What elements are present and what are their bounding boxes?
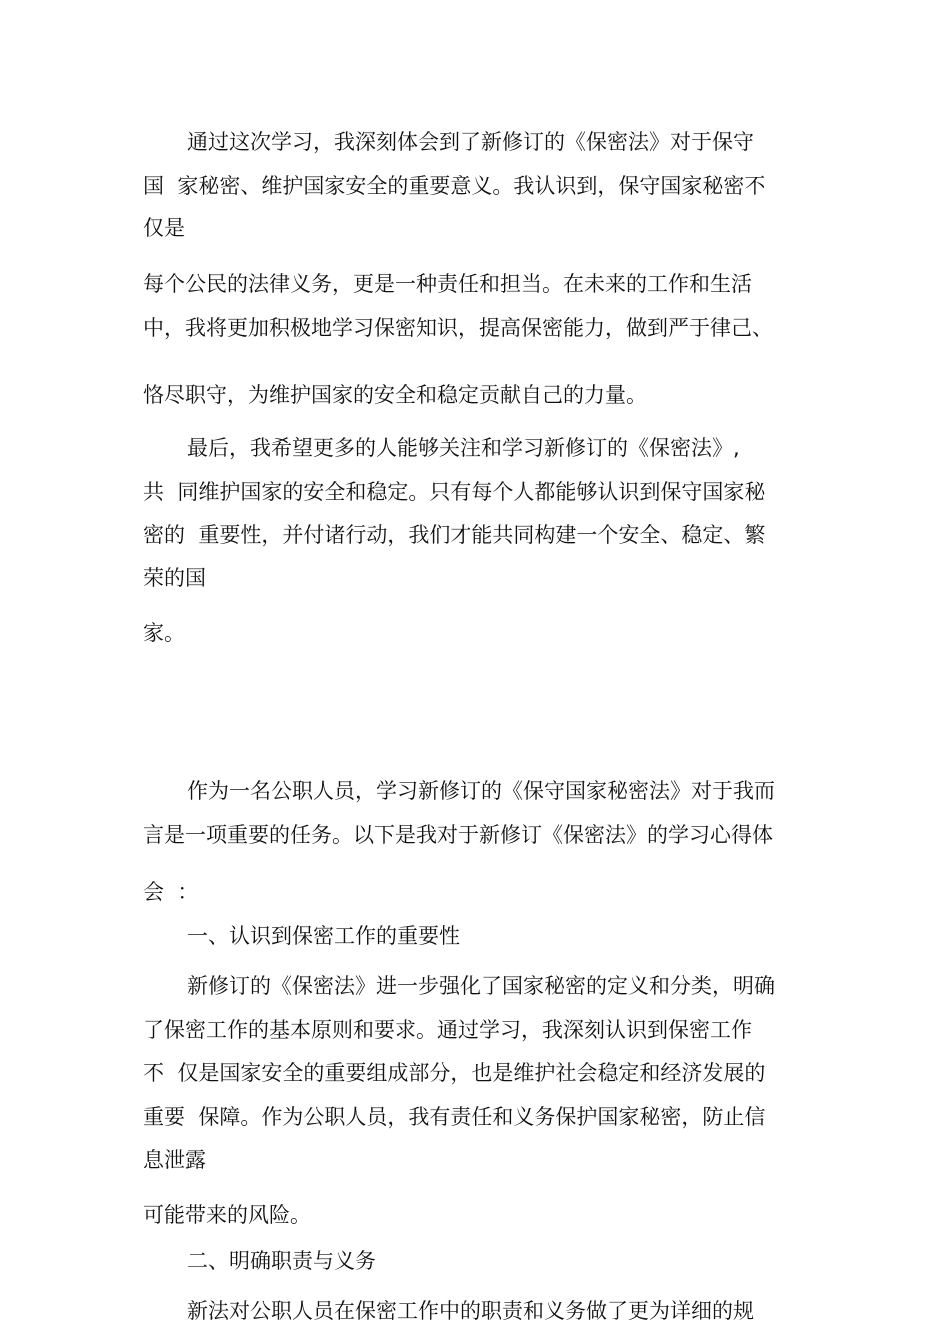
paragraph-4-line-6: 可能带来的风险。: [143, 1203, 311, 1227]
paragraph-4-line-2: 了保密工作的基本原则和要求。通过学习，我深刻认识到保密工作: [143, 1018, 752, 1042]
paragraph-1-line-1: 通过这次学习，我深刻体会到了新修订的《保密法》对于保守: [187, 130, 754, 154]
paragraph-1-line-5: 中，我将更加积极地学习保密知识，提高保密能力，做到严于律己、: [143, 316, 773, 340]
paragraph-1-line-2: 国 家秘密、维护国家安全的重要意义。我认识到，保守国家秘密不: [143, 174, 766, 198]
paragraph-4-line-3: 不 仅是国家安全的重要组成部分，也是维护社会稳定和经济发展的: [143, 1061, 766, 1085]
paragraph-1-line-4: 每个公民的法律义务，更是一种责任和担当。在未来的工作和生活: [143, 272, 752, 296]
section-heading-1: 一、认识到保密工作的重要性: [187, 924, 460, 948]
paragraph-2-line-3: 密的 重要性，并付诸行动，我们才能共同构建一个安全、稳定、繁: [143, 523, 766, 547]
paragraph-4-line-1: 新修订的《保密法》进一步强化了国家秘密的定义和分类，明确: [187, 974, 775, 998]
paragraph-1-line-6: 恪尽职守，为维护国家的安全和稳定贡献自己的力量。: [143, 383, 647, 407]
paragraph-3-line-1: 作为一名公职人员，学习新修订的《保守国家秘密法》对于我而: [187, 779, 775, 803]
paragraph-2-line-2: 共 同维护国家的安全和稳定。只有每个人都能够认识到保守国家秘: [143, 480, 766, 504]
paragraph-3-line-3: 会 ：: [143, 880, 199, 904]
paragraph-2-line-5: 家。: [143, 621, 185, 645]
section-heading-2: 二、明确职责与义务: [187, 1249, 376, 1273]
paragraph-3-line-2: 言是一项重要的任务。以下是我对于新修订《保密法》的学习心得体: [143, 823, 773, 847]
paragraph-1-line-3: 仅是: [143, 216, 185, 240]
paragraph-4-line-5: 息泄露: [143, 1148, 206, 1172]
paragraph-5-line-1: 新法对公职人员在保密工作中的职责和义务做了更为详细的规: [187, 1299, 754, 1323]
paragraph-2-line-4: 荣的国: [143, 566, 206, 590]
paragraph-2-line-1: 最后，我希望更多的人能够关注和学习新修订的《保密法》,: [187, 436, 740, 460]
paragraph-4-line-4: 重要 保障。作为公职人员，我有责任和义务保护国家秘密，防止信: [143, 1105, 766, 1129]
